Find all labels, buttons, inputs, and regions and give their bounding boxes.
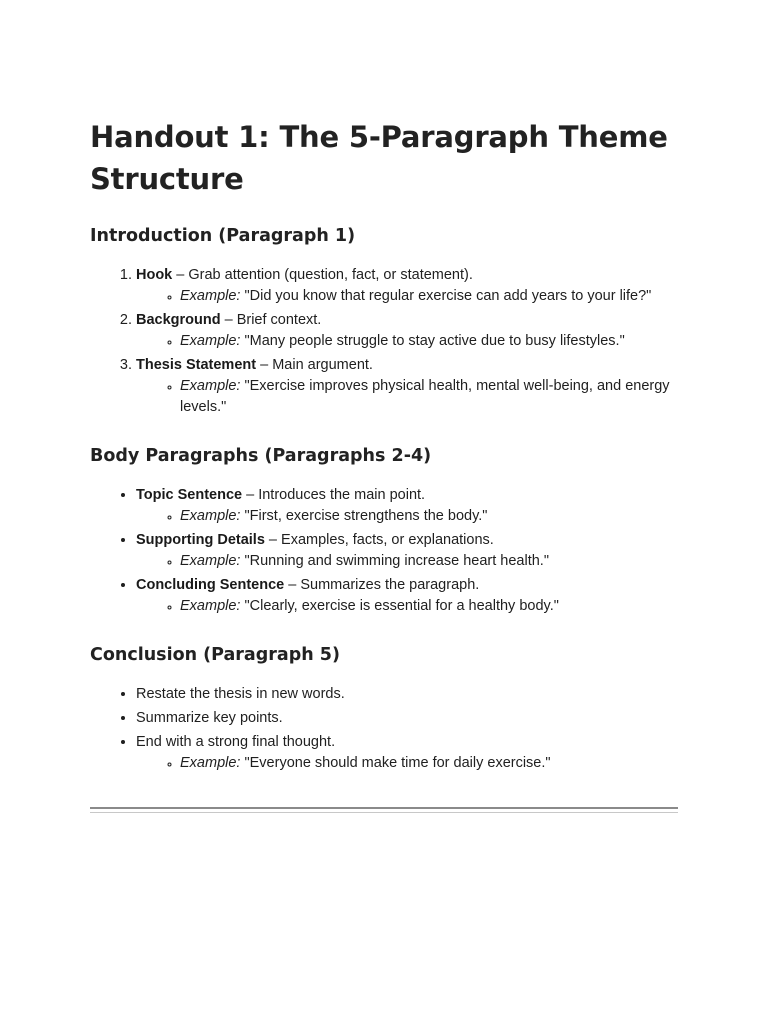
example-item (180, 286, 678, 307)
example-list (136, 596, 678, 617)
example-list (136, 331, 678, 352)
body-item-concluding (136, 575, 678, 617)
body-item-desc: – Introduces the main point. (242, 487, 426, 503)
intro-heading: Introduction (Paragraph 1) (90, 226, 356, 246)
body-item-desc: – Examples, facts, or explanations. (264, 532, 494, 548)
example-text: "Exercise improves physical health, mental well-being, and energy levels." (180, 378, 670, 415)
body-item-term: Topic Sentence (136, 487, 243, 503)
example-text: "Running and swimming increase heart health." (240, 553, 549, 569)
example-list (136, 753, 678, 774)
example-label: Example: (180, 755, 241, 771)
intro-item-desc: – Grab attention (question, fact, or statement). (172, 267, 473, 283)
body-item-term: Concluding Sentence (136, 577, 285, 593)
example-label: Example: (180, 378, 241, 394)
handout-document (90, 116, 678, 777)
example-list (136, 376, 678, 418)
example-item (180, 753, 678, 774)
intro-item-term: Thesis Statement (136, 357, 257, 373)
conclusion-item: • Summarize key points. (136, 708, 678, 729)
example-label: Example: (180, 288, 241, 304)
body-item-supporting (136, 530, 678, 572)
intro-item-background (136, 310, 678, 352)
body-item-topic (136, 485, 678, 527)
example-item (180, 551, 678, 572)
intro-item-thesis (136, 355, 678, 418)
body-list (90, 485, 678, 617)
conclusion-item-text: End with a strong final thought. (136, 734, 336, 750)
example-text: "Everyone should make time for daily exercise." (240, 755, 551, 771)
body-item-term: Supporting Details (136, 532, 265, 548)
intro-list (90, 265, 678, 418)
conclusion-item (136, 732, 678, 774)
example-item (180, 506, 678, 527)
example-list (136, 506, 678, 527)
body-item-desc: – Summarizes the paragraph. (284, 577, 480, 593)
example-item (180, 596, 678, 617)
intro-item-desc: – Main argument. (256, 357, 373, 373)
example-list (136, 286, 678, 307)
example-item (180, 376, 678, 418)
intro-item-desc: – Brief context. (220, 312, 322, 328)
example-text: "Clearly, exercise is essential for a healthy body." (240, 598, 559, 614)
intro-item-term: Background (136, 312, 221, 328)
intro-item-term: Hook (136, 267, 173, 283)
example-text: "Many people struggle to stay active due to busy lifestyles." (240, 333, 625, 349)
conclusion-list (90, 684, 678, 774)
example-label: Example: (180, 508, 241, 524)
conclusion-heading: Conclusion (Paragraph 5) (90, 645, 340, 665)
example-text: "First, exercise strengthens the body." (240, 508, 488, 524)
example-label: Example: (180, 333, 241, 349)
conclusion-item: • Restate the thesis in new words. (136, 684, 678, 705)
intro-item-hook (136, 265, 678, 307)
example-list (136, 551, 678, 572)
horizontal-rule (90, 807, 678, 813)
example-label: Example: (180, 553, 241, 569)
body-heading: Body Paragraphs (Paragraphs 2-4) (90, 446, 432, 466)
example-text: "Did you know that regular exercise can add years to your life?" (240, 288, 652, 304)
page-title: Handout 1: The 5-Paragraph Theme Structure (90, 120, 668, 196)
example-item (180, 331, 678, 352)
example-label: Example: (180, 598, 241, 614)
